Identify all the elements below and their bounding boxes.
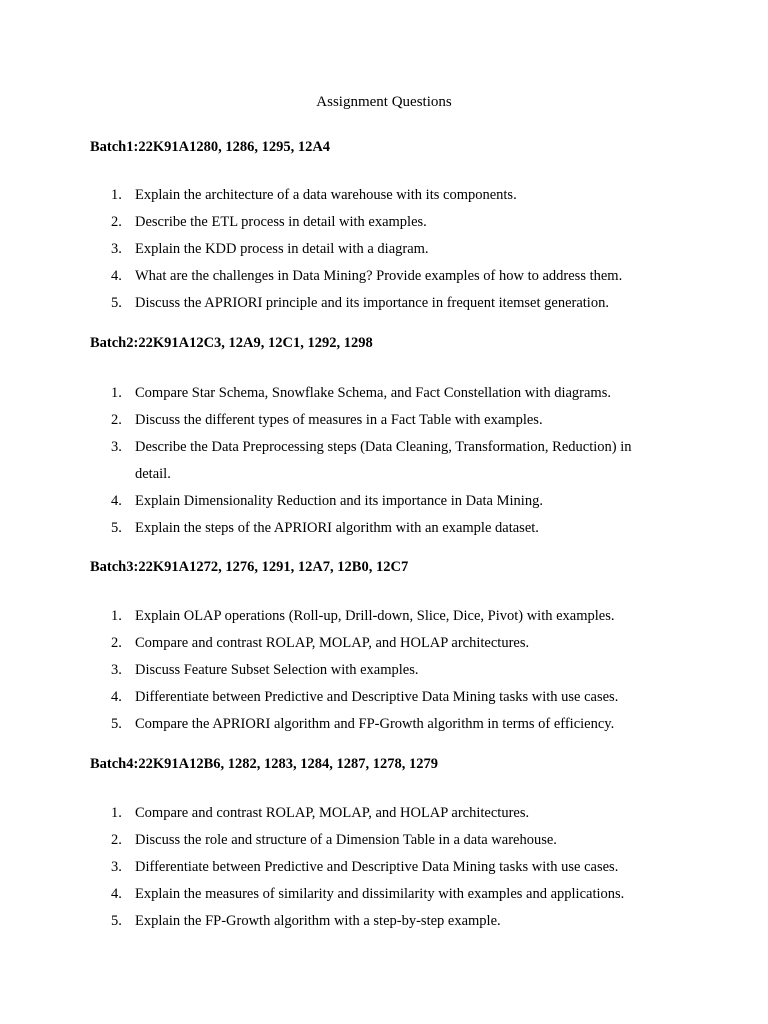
- question-number: 1.: [111, 608, 122, 624]
- question-number: 5.: [111, 520, 122, 536]
- batch-section-3: [90, 558, 670, 738]
- batch-heading: Batch2:22K91A12C3, 12A9, 12C1, 1292, 1298: [90, 335, 373, 351]
- question-list: [90, 182, 670, 317]
- batch-section-4: [90, 755, 670, 935]
- question-text: What are the challenges in Data Mining? Provide examples of how to address them.: [135, 268, 623, 284]
- question-item: [90, 800, 670, 827]
- question-item: [90, 515, 670, 542]
- question-text: Discuss the role and structure of a Dimension Table in a data warehouse.: [135, 832, 557, 848]
- question-number: 3.: [111, 662, 122, 678]
- question-number: 5.: [111, 716, 122, 732]
- question-number: 3.: [111, 859, 122, 875]
- question-text: Explain OLAP operations (Roll-up, Drill-down, Slice, Dice, Pivot) with examples.: [135, 608, 615, 624]
- question-text: Explain the measures of similarity and dissimilarity with examples and applications.: [135, 886, 625, 902]
- question-text: Compare and contrast ROLAP, MOLAP, and HOLAP architectures.: [135, 805, 530, 821]
- question-text: Explain the steps of the APRIORI algorithm with an example dataset.: [135, 520, 539, 536]
- question-number: 5.: [111, 295, 122, 311]
- question-text: Discuss the APRIORI principle and its importance in frequent itemset generation.: [135, 295, 609, 311]
- question-list: [90, 603, 670, 738]
- document-title: Assignment Questions: [316, 94, 452, 110]
- question-text: Explain the architecture of a data warehouse with its components.: [135, 187, 517, 203]
- batch-section-1: [90, 138, 670, 317]
- question-item: [90, 657, 670, 684]
- batch-heading: Batch4:22K91A12B6, 1282, 1283, 1284, 1287, 1278, 1279: [90, 756, 438, 772]
- question-list: [90, 380, 670, 542]
- question-number: 2.: [111, 412, 122, 428]
- question-number: 1.: [111, 385, 122, 401]
- question-number: 4.: [111, 493, 122, 509]
- question-item: [90, 263, 670, 290]
- question-item: [90, 881, 670, 908]
- question-number: 3.: [111, 439, 122, 455]
- question-number: 1.: [111, 805, 122, 821]
- question-text: Discuss the different types of measures in a Fact Table with examples.: [135, 412, 543, 428]
- question-item: [90, 434, 670, 488]
- question-item: [90, 209, 670, 236]
- question-text: Compare and contrast ROLAP, MOLAP, and HOLAP architectures.: [135, 635, 530, 651]
- question-number: 5.: [111, 913, 122, 929]
- question-item: [90, 854, 670, 881]
- question-number: 4.: [111, 886, 122, 902]
- question-item: [90, 236, 670, 263]
- question-item: [90, 908, 670, 935]
- question-text: Compare the APRIORI algorithm and FP-Growth algorithm in terms of efficiency.: [135, 716, 615, 732]
- question-number: 3.: [111, 241, 122, 257]
- question-item: [90, 380, 670, 407]
- question-text: Compare Star Schema, Snowflake Schema, and Fact Constellation with diagrams.: [135, 385, 611, 401]
- question-text: Explain Dimensionality Reduction and its importance in Data Mining.: [135, 493, 543, 509]
- question-item: [90, 684, 670, 711]
- question-text: Explain the FP-Growth algorithm with a step-by-step example.: [135, 913, 501, 929]
- question-text: Describe the Data Preprocessing steps (Data Cleaning, Transformation, Reduction) in detail.: [135, 439, 632, 482]
- question-item: [90, 182, 670, 209]
- batch-heading: Batch3:22K91A1272, 1276, 1291, 12A7, 12B0, 12C7: [90, 559, 409, 575]
- question-text: Differentiate between Predictive and Descriptive Data Mining tasks with use cases.: [135, 859, 619, 875]
- question-item: [90, 827, 670, 854]
- question-item: [90, 711, 670, 738]
- question-item: [90, 603, 670, 630]
- question-text: Differentiate between Predictive and Descriptive Data Mining tasks with use cases.: [135, 689, 619, 705]
- batch-section-2: [90, 334, 670, 542]
- question-text: Discuss Feature Subset Selection with examples.: [135, 662, 419, 678]
- question-item: [90, 630, 670, 657]
- question-list: [90, 800, 670, 935]
- question-number: 2.: [111, 832, 122, 848]
- question-number: 4.: [111, 689, 122, 705]
- question-item: [90, 407, 670, 434]
- question-number: 2.: [111, 635, 122, 651]
- batch-heading: Batch1:22K91A1280, 1286, 1295, 12A4: [90, 139, 331, 155]
- question-item: [90, 290, 670, 317]
- question-text: Describe the ETL process in detail with examples.: [135, 214, 427, 230]
- question-item: [90, 488, 670, 515]
- question-number: 2.: [111, 214, 122, 230]
- question-number: 1.: [111, 187, 122, 203]
- question-number: 4.: [111, 268, 122, 284]
- question-text: Explain the KDD process in detail with a diagram.: [135, 241, 429, 257]
